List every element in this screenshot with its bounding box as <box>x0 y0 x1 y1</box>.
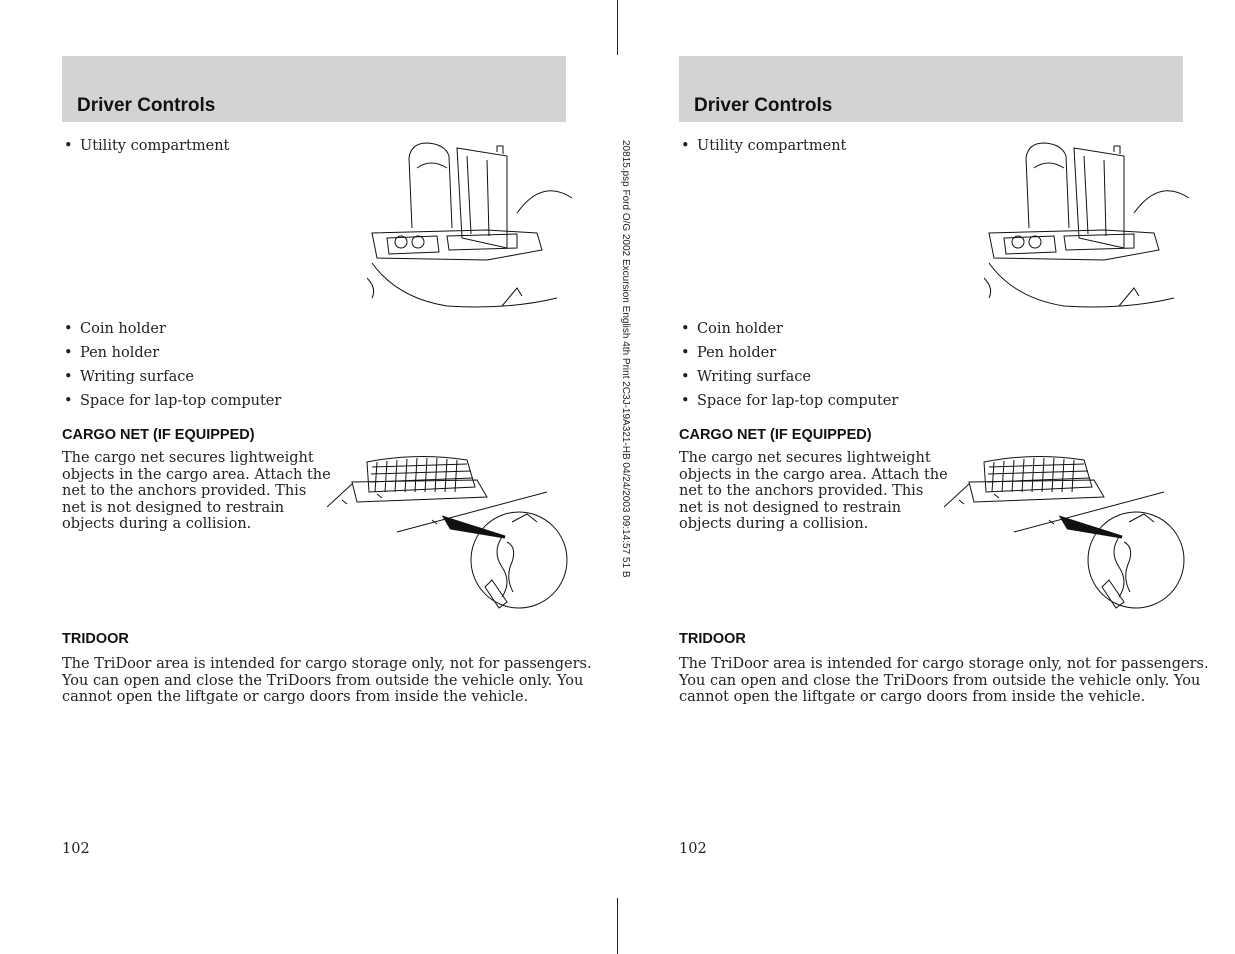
bullet-writing-surface: • Writing surface <box>681 369 811 385</box>
cargo-net-illustration <box>944 452 1189 612</box>
cargo-net-text: The cargo net secures lightweight objects in the cargo area. Attach the net to the anchors provided. This net is not designed to restrain objects during a collision. <box>679 450 948 532</box>
bullet-laptop-space: • Space for lap-top computer <box>64 393 282 409</box>
header-bar <box>679 56 1183 122</box>
bullet-utility-compartment: • Utility compartment <box>64 138 230 154</box>
bullet-coin-holder: • Coin holder <box>64 321 166 337</box>
left-page <box>62 0 622 954</box>
page-number: 102 <box>62 841 90 857</box>
utility-compartment-illustration <box>984 138 1194 310</box>
print-slug-text: 20815.psp Ford O/G 2002 Excursion English 4th Print 2C3J-19A321-HB 04/24/2003 09:14:57 51 B <box>620 140 631 578</box>
cargo-net-text: The cargo net secures lightweight objects in the cargo area. Attach the net to the anchors provided. This net is not designed to restrain objects during a collision. <box>62 450 331 532</box>
tridoor-text: The TriDoor area is intended for cargo storage only, not for passengers. You can open and close the TriDoors from outside the vehicle only. You cannot open the liftgate or cargo doors from inside the vehicle. <box>62 656 592 705</box>
cargo-net-heading: CARGO NET (IF EQUIPPED) <box>679 427 872 443</box>
tridoor-heading: TRIDOOR <box>62 631 129 647</box>
bullet-laptop-space: • Space for lap-top computer <box>681 393 899 409</box>
cargo-net-heading: CARGO NET (IF EQUIPPED) <box>62 427 255 443</box>
page-title: Driver Controls <box>77 95 216 116</box>
bullet-pen-holder: • Pen holder <box>64 345 160 361</box>
tridoor-heading: TRIDOOR <box>679 631 746 647</box>
header-bar <box>62 56 566 122</box>
bullet-writing-surface: • Writing surface <box>64 369 194 385</box>
cargo-net-illustration <box>327 452 572 612</box>
tridoor-text: The TriDoor area is intended for cargo storage only, not for passengers. You can open and close the TriDoors from outside the vehicle only. You cannot open the liftgate or cargo doors from inside the vehicle. <box>679 656 1209 705</box>
bullet-pen-holder: • Pen holder <box>681 345 777 361</box>
bullet-coin-holder: • Coin holder <box>681 321 783 337</box>
utility-compartment-illustration <box>367 138 577 310</box>
bullet-utility-compartment: • Utility compartment <box>681 138 847 154</box>
page-title: Driver Controls <box>694 95 833 116</box>
right-page <box>679 0 1235 954</box>
page-number: 102 <box>679 841 707 857</box>
